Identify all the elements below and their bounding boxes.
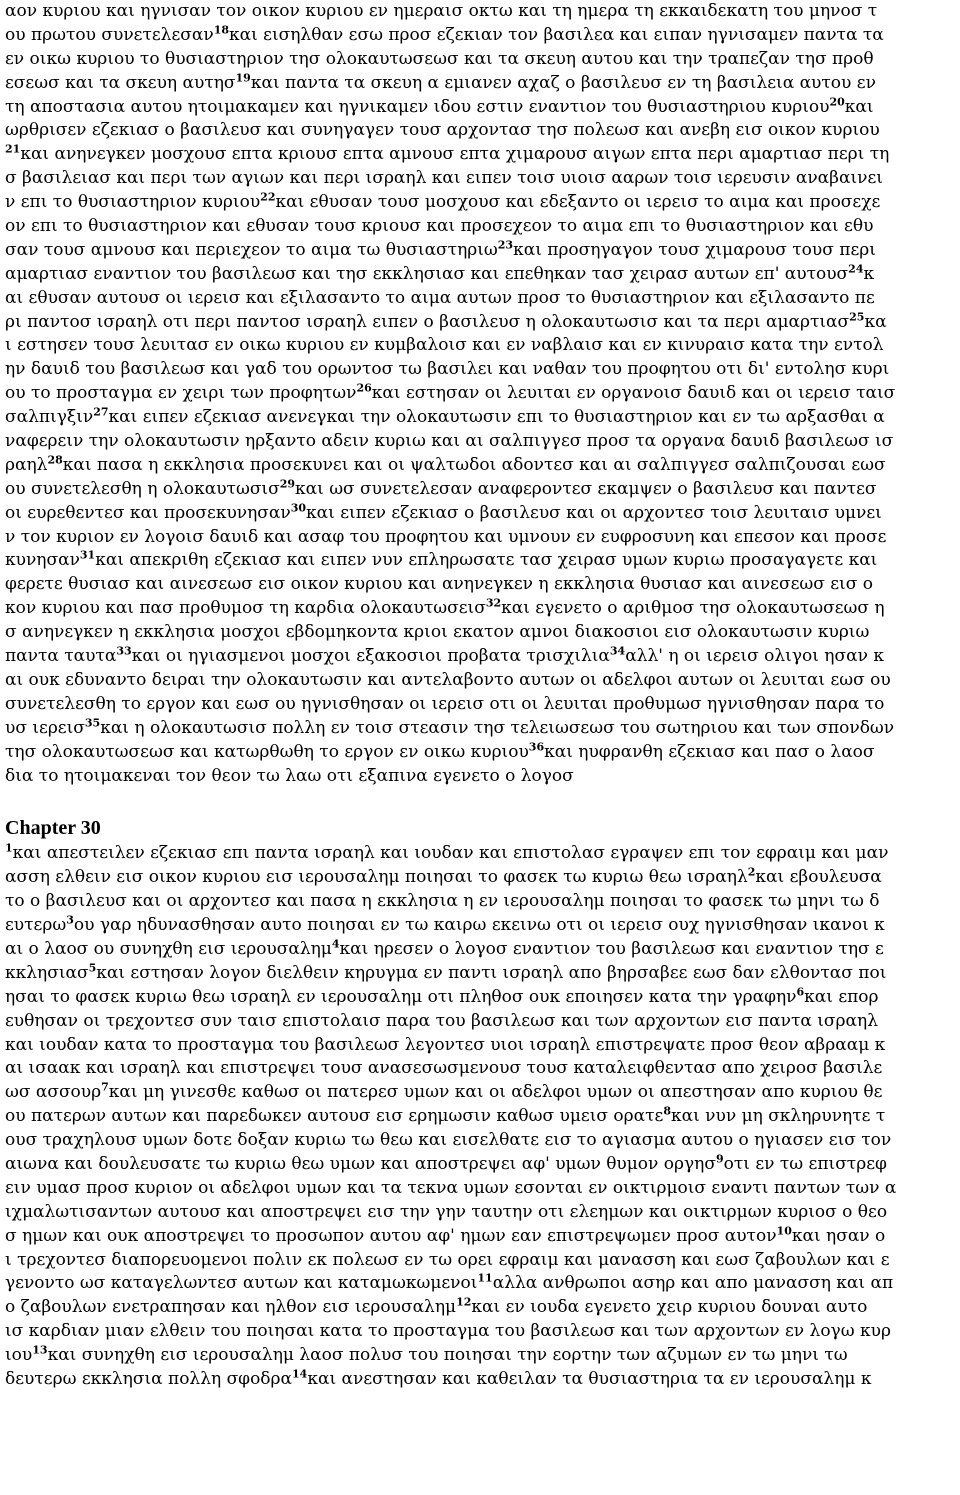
- chapter-29-text: [5, 0, 954, 788]
- verse-number: 1: [5, 842, 13, 855]
- text-line: ωσ ασσουρ$^7$και μη γινεσθε καθωσ οι πατερεσ υμων και οι αδελφοι υμων οι απεστησαν απο κυριου θε: [5, 1081, 883, 1103]
- text-line: ευτερω$^3$ου γαρ ηδυνασθησαν αυτο ποιησαι εν τω καιρω εκεινω οτι οι ιερεισ ουχ ηγνισθησαν ικανοι κ: [5, 914, 885, 936]
- text-line: δια το ητοιμακεναι τον θεον τω λαω οτι εξαπινα εγενετο ο λογοσ: [5, 765, 574, 786]
- text-line: ο ζαβουλων ενετραπησαν και ηλθον εισ ιερουσαλημ$^{12}$και εν ιουδα εγενετο χειρ κυριου δουναι αυτο: [5, 1296, 868, 1318]
- text-line: σαλπιγξιν$^{27}$και ειπεν εζεκιασ ανενεγκαι την ολοκαυτωσιν επι το θυσιαστηριον και εν τω αρξασθαι α: [5, 406, 885, 428]
- text-line: αιωνα και δουλευσατε τω κυριω θεω υμων και αποστρεψει αφ' υμων θυμον οργησ$^9$οτι εν τω επιστρεφ: [5, 1152, 887, 1174]
- text-line: ου πρωτου συνετελεσαν$^{18}$και εισηλθαν εσω προσ εζεκιαν τον βασιλεα και ειπαν ηγνισαμεν παντα τα: [5, 23, 884, 45]
- text-line: $^{21}$και ανηνεγκεν μοσχουσ επτα κριουσ επτα αμνουσ επτα χιμαρουσ αιγων επτα περι αμαρτιασ περι τη: [5, 143, 890, 165]
- text-line: ι τρεχοντεσ διαπορευομενοι πολιν εκ πολεωσ εν τω ορει εφραιμ και μανασση και εωσ ζαβουλων και ε: [5, 1249, 890, 1270]
- verse-number: 5: [88, 961, 97, 975]
- text-line: ευθησαν οι τρεχοντεσ συν ταισ επιστολαισ παρα του βασιλεωσ και των αρχοντων εισ παντα ισραηλ: [5, 1010, 878, 1031]
- text-line: τη αποστασια αυτου ητοιμακαμεν και ηγνικαμεν ιδου εστιν εναντιον του θυσιαστηριου κυριου$^{20}$και: [5, 95, 874, 117]
- verse-number: 12: [456, 1296, 472, 1309]
- verse-number: 28: [47, 453, 63, 467]
- verse-number: 29: [279, 477, 296, 491]
- text-line: φερετε θυσιασ και αινεσεωσ εισ οικον κυριου και ανηνεγκεν η εκκλησια θυσιασ και αινεσεωσ εισ ο: [5, 574, 873, 595]
- text-line: και ιουδαν κατα το προσταγμα του βασιλεωσ λεγοντεσ υιοι ισραηλ επιστρεψατε προσ θεον αβρααμ κ: [5, 1034, 886, 1055]
- text-line: αμαρτιασ εναντιον του βασιλεωσ και τησ εκκλησιασ και επεθηκαν τασ χειρασ αυτων επ' αυτουσ$^{24}$κ: [5, 262, 875, 284]
- text-line: γενοντο ωσ καταγελωντεσ αυτων και καταμωκωμενοι$^{11}$αλλα ανθρωποι ασηρ και απο μανασση και απ: [5, 1272, 894, 1294]
- chapter-heading: Chapter 30: [5, 817, 101, 840]
- verse-number: 14: [292, 1367, 308, 1381]
- text-line: ασση ελθειν εισ οικον κυριου εισ ιερουσαλημ ποιησαι το φασεκ τω κυριω θεω ισραηλ$^2$και εβουλευσα: [5, 866, 882, 888]
- verse-number: 36: [528, 740, 545, 753]
- text-line: αι εθυσαν αυτουσ οι ιερεισ και εξιλασαντο το αιμα αυτων προσ το θυσιαστηριον και εξιλασαντο πε: [5, 287, 875, 308]
- verse-number: 34: [609, 645, 626, 658]
- verse-number: 8: [663, 1105, 671, 1118]
- text-line: ρι παντοσ ισραηλ οτι περι παντοσ ισραηλ ειπεν ο βασιλευσ η ολοκαυτωσισ και τα περι αμαρτιασ$^{25}$κα: [5, 310, 887, 332]
- text-line: ησαι το φασεκ κυριω θεω ισραηλ εν ιερουσαλημ οτι πληθοσ ουκ εποιησεν κατα την γραφην$^6$και επορ: [5, 985, 879, 1007]
- text-line: ον επι το θυσιαστηριον και εθυσαν τουσ κριουσ και προσεχεον το αιμα επι το θυσιαστηριον και εθυ: [5, 216, 874, 237]
- verse-number: 22: [260, 191, 276, 204]
- verse-number: 13: [32, 1344, 48, 1357]
- verse-number: 9: [715, 1152, 724, 1166]
- verse-number: 24: [848, 262, 864, 276]
- text-line: εσεωσ και τα σκευη αυτησ$^{19}$και παντα τα σκευη α εμιανεν αχαζ ο βασιλευσ εν τη βασιλεια αυτου εν: [5, 71, 876, 93]
- text-line: κον κυριου και πασ προθυμοσ τη καρδια ολοκαυτωσεισ$^{32}$και εγενετο ο αριθμοσ τησ ολοκαυτωσεωσ η: [5, 597, 885, 619]
- text-line: ν επι το θυσιαστηριον κυριου$^{22}$και εθυσαν τουσ μοσχουσ και εδεξαντο οι ιερεισ το αιμα και προσεχε: [5, 191, 881, 213]
- verse-number: 11: [477, 1272, 493, 1285]
- verse-number: 18: [213, 23, 229, 37]
- text-line: το ο βασιλευσ και οι αρχοντεσ και πασα η εκκλησια η εν ιερουσαλημ ποιησαι το φασεκ τω μηνι τω δ: [5, 891, 880, 912]
- text-line: αι ισαακ και ισραηλ και επιστρεψει τουσ ανασεσωσμενουσ τουσ καταλειφθεντασ απο χειροσ βασιλε: [5, 1058, 883, 1079]
- text-line: σ βασιλειασ και περι των αγιων και περι ισραηλ και ειπεν τοισ υιοισ ααρων τοισ ιερευσιν αναβαινει: [5, 168, 883, 189]
- verse-number: 6: [796, 985, 805, 999]
- text-line: κκλησιασ$^5$και εστησαν λογον διελθειν κηρυγμα εν παντι ισραηλ απο βηρσαβεε εωσ δαν ελθοντασ ποι: [5, 961, 887, 983]
- text-line: ου το προσταγμα εν χειρι των προφητων$^{26}$και εστησαν οι λευιται εν οργανοισ δαυιδ και οι ιερεισ ταισ: [5, 382, 896, 404]
- verse-number: 19: [235, 71, 251, 85]
- verse-number: 3: [66, 914, 74, 927]
- text-line: συνετελεσθη το εργον και εωσ ου ηγνισθησαν οι ιερεισ οτι οι λευιται προθυμωσ ηγνισθησαν παρα το: [5, 693, 885, 714]
- text-line: ν τον κυριον εν λογοισ δαυιδ και ασαφ του προφητου και υμνουν εν ευφροσυνη και επεσον και προσε: [5, 526, 887, 547]
- verse-number: 30: [290, 501, 307, 515]
- text-line: ι εστησεν τουσ λευιτασ εν οικω κυριου εν κυμβαλοισ και εν ναβλαισ και εν κινυραισ κατα την εντολ: [5, 335, 884, 356]
- verse-number: 23: [497, 238, 514, 252]
- text-line: οι ευρεθεντεσ και προσεκυνησαν$^{30}$και ειπεν εζεκιασ ο βασιλευσ και οι αρχοντεσ τοισ λευιταισ υμνει: [5, 501, 882, 523]
- text-line: δευτερω εκκλησια πολλη σφοδρα$^{14}$και ανεστησαν και καθειλαν τα θυσιαστηρια τα εν ιερουσαλημ κ: [5, 1367, 872, 1389]
- verse-number: 2: [747, 866, 756, 879]
- text-line: ραηλ$^{28}$και πασα η εκκλησια προσεκυνει και οι ψαλτωδοι αδοντεσ και αι σαλπιγγεσ σαλπιζουσαι εωσ: [5, 453, 886, 475]
- text-line: αι ο λαοσ ου συνηχθη εισ ιερουσαλημ$^4$και ηρεσεν ο λογοσ εναντιον του βασιλεωσ και εναντιον τησ ε: [5, 937, 884, 959]
- text-line: κυνησαν$^{31}$και απεκριθη εζεκιασ και ειπεν νυν επληρωσατε τασ χειρασ υμων κυριω προσαγαγετε και: [5, 549, 878, 571]
- verse-number: 21: [5, 143, 21, 156]
- chapter-30-text: [5, 842, 954, 1391]
- text-line: ην δαυιδ του βασιλεωσ και γαδ του ορωντοσ τω βασιλει και ναθαν του προφητου οτι δι' εντολησ κυρι: [5, 359, 890, 380]
- text-line: τησ ολοκαυτωσεωσ και κατωρθωθη το εργον εν οικω κυριου$^{36}$και ηυφρανθη εζεκιασ και πασ ο λαοσ: [5, 740, 875, 762]
- text-line: ιχμαλωτισαντων αυτουσ και αποστρεψει εισ την γην ταυτην οτι ελεημων και οικτιρμων κυριοσ ο θεο: [5, 1201, 888, 1222]
- text-line: αον κυριου και ηγνισαν τον οικον κυριου εν ημεραισ οκτω και τη ημερα τη εκκαιδεκατη του μηνοσ τ: [5, 1, 878, 21]
- text-line: αι ουκ εδυναντο δειραι την ολοκαυτωσιν και αντελαβοντο αυτων οι αδελφοι αυτων οι λευιται εωσ ου: [5, 669, 891, 690]
- text-line: υσ ιερεισ$^{35}$και η ολοκαυτωσισ πολλη εν τοισ στεασιν τησ τελειωσεωσ του σωτηριου και των σπονδων: [5, 716, 895, 738]
- verse-number: 10: [776, 1224, 792, 1237]
- text-line: ιου$^{13}$και συνηχθη εισ ιερουσαλημ λαοσ πολυσ του ποιησαι την εορτην των αζυμων εν τω μηνι τω: [5, 1344, 848, 1366]
- text-line: ου συνετελεσθη η ολοκαυτωσισ$^{29}$και ωσ συνετελεσαν αναφεροντεσ εκαμψεν ο βασιλευσ και παντεσ: [5, 477, 877, 499]
- text-line: ισ καρδιαν μιαν ελθειν του ποιησαι κατα το προσταγμα του βασιλεωσ και των αρχοντων εν λογω κυρ: [5, 1321, 891, 1342]
- text-line: ου πατερων αυτων και παρεδωκεν αυτουσ εισ ερημωσιν καθωσ υμεισ ορατε$^8$και νυν μη σκληρυνητε τ: [5, 1105, 886, 1127]
- text-line: $^1$και απεστειλεν εζεκιασ επι παντα ισραηλ και ιουδαν και επιστολασ εγραψεν επι τον εφραιμ και μαν: [5, 842, 889, 864]
- verse-number: 26: [356, 382, 372, 395]
- text-line: ειν υμασ προσ κυριον οι αδελφοι υμων και τα τεκνα υμων εσονται εν οικτιρμοισ εναντι παντων των α: [5, 1177, 897, 1198]
- verse-number: 25: [849, 310, 865, 323]
- verse-number: 4: [331, 937, 340, 951]
- text-line: εν οικω κυριου το θυσιαστηριον τησ ολοκαυτωσεωσ και τα σκευη αυτου και την τραπεζαν τησ προθ: [5, 48, 874, 69]
- text-line: ωρθρισεν εζεκιασ ο βασιλευσ και συνηγαγεν τουσ αρχοντασ τησ πολεωσ και ανεβη εισ οικον κυριου: [5, 120, 880, 141]
- verse-number: 20: [829, 95, 845, 108]
- text-line: σ ημων και ουκ αποστρεψει το προσωπον αυτου αφ' ημων εαν επιστρεψωμεν προσ αυτον$^{10}$και ησαν ο: [5, 1224, 886, 1246]
- text-line: ουσ τραχηλουσ υμων δοτε δοξαν κυριω τω θεω και εισελθατε εισ το αγιασμα αυτου ο ηγιασεν εισ τον: [5, 1130, 892, 1151]
- verse-number: 7: [101, 1081, 109, 1094]
- verse-number: 35: [84, 716, 101, 730]
- verse-number: 31: [79, 549, 96, 562]
- text-line: ναφερειν την ολοκαυτωσιν ηρξαντο αδειν κυριω και αι σαλπιγγεσ προσ τα οργανα δαυιδ βασιλεωσ ισ: [5, 431, 894, 452]
- verse-number: 33: [116, 645, 132, 658]
- verse-number: 32: [485, 597, 502, 610]
- text-line: σαν τουσ αμνουσ και περιεχεον το αιμα τω θυσιαστηριω$^{23}$και προσηγαγον τουσ χιμαρουσ τουσ περι: [5, 238, 876, 260]
- text-line: παντα ταυτα$^{33}$και οι ηγιασμενοι μοσχοι εξακοσιοι προβατα τρισχιλια$^{34}$αλλ' η οι ιερεισ ολιγοι ησαν κ: [5, 645, 884, 667]
- verse-number: 27: [93, 406, 109, 419]
- text-line: σ ανηνεγκεν η εκκλησια μοσχοι εβδομηκοντα κριοι εκατον αμνοι διακοσιοι εισ ολοκαυτωσιν κυριω: [5, 622, 870, 643]
